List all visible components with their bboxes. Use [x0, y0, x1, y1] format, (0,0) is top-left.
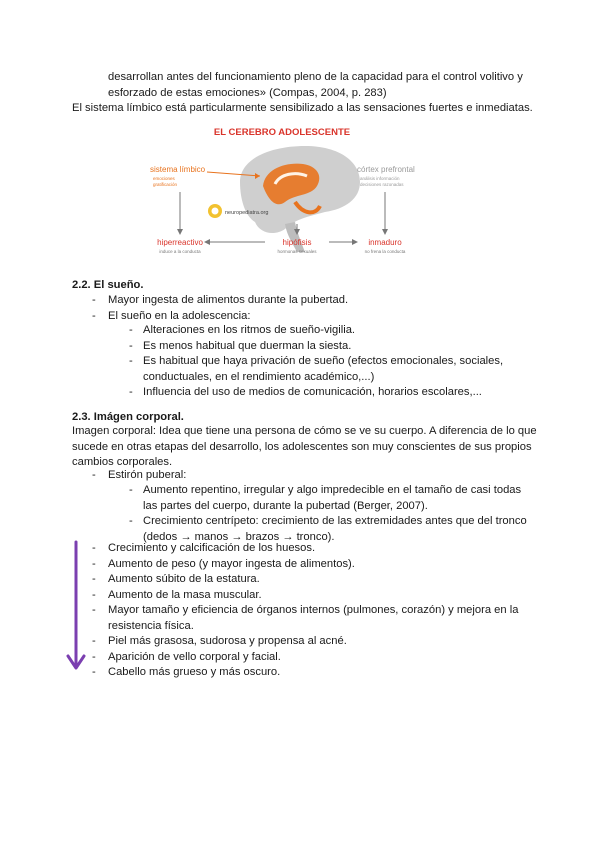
- quote-block: [108, 70, 548, 101]
- limbic-sub2: gratificación: [153, 182, 178, 187]
- list-item: [72, 588, 542, 604]
- list-dash: -: [92, 542, 96, 554]
- list-dash: -: [92, 604, 96, 616]
- list-item-text: Es habitual que haya privación de sueño (efectos emocionales, sociales, conductuales, en el rendimiento académico,...): [143, 355, 504, 383]
- list-item: [72, 468, 542, 484]
- quote-line: esforzado de estas emociones» (Compas, 2004, p. 283): [108, 86, 387, 99]
- body-image-heading: 2.3. Imágen corporal.: [72, 411, 184, 423]
- list-dash: -: [92, 650, 96, 663]
- list-item: [72, 541, 542, 557]
- list-item-text: Influencia del uso de medios de comunicación, horarios escolares,...: [143, 386, 482, 398]
- logo-text: neuropediatra.org: [225, 210, 269, 216]
- hyper-sub: induce a la conducta: [159, 249, 201, 254]
- list-item: [72, 354, 512, 385]
- list-item-text: Aumento de peso (y mayor ingesta de alimentos).: [108, 557, 355, 570]
- list-item: [72, 634, 542, 650]
- list-item-text: Crecimiento y calcificación de los huesos.: [108, 542, 316, 554]
- brain-diagram: [145, 124, 420, 264]
- list-item: [72, 650, 542, 666]
- list-dash: -: [129, 355, 133, 367]
- immature-sub: no frena la conducta: [364, 249, 406, 254]
- immature-label: inmaduro: [368, 238, 402, 247]
- list-item-text: Piel más grasosa, sudorosa y propensa al acné.: [108, 635, 347, 647]
- list-item-text: Aumento de la masa muscular.: [108, 588, 262, 601]
- list-item-text: Cabello más grueso y más oscuro.: [108, 666, 281, 678]
- list-dash: -: [129, 386, 133, 398]
- hypo-label: hipófisis: [282, 238, 312, 247]
- limbic-paragraph: El sistema límbico está particularmente sensibilizado a las sensaciones fuertes e inmediatas.: [72, 102, 533, 114]
- list-dash: -: [92, 557, 96, 570]
- sleep-sublist: [72, 323, 512, 401]
- list-item: [72, 293, 542, 309]
- brain-diagram-svg: [145, 124, 420, 264]
- list-item: [72, 385, 512, 401]
- brain-stem: [285, 222, 305, 252]
- list-item-text: Es menos habitual que duerman la siesta.: [143, 339, 352, 352]
- list-dash: -: [129, 515, 133, 527]
- limbic-sub1: emociones: [153, 176, 175, 181]
- growth-sublist: [72, 483, 527, 545]
- sleep-list: [72, 293, 542, 324]
- list-dash: -: [92, 469, 96, 481]
- list-dash: -: [92, 309, 96, 322]
- limbic-label: sistema límbico: [150, 165, 206, 174]
- purple-down-arrow-icon: [66, 540, 86, 672]
- list-dash: -: [92, 588, 96, 601]
- cortex-label: córtex prefrontal: [357, 165, 415, 174]
- list-item-text: Mayor ingesta de alimentos durante la pubertad.: [108, 294, 349, 306]
- list-dash: -: [129, 339, 133, 352]
- list-item: [72, 339, 512, 355]
- left-down-arrowhead: [177, 229, 183, 235]
- list-item: [72, 483, 527, 514]
- list-dash: -: [92, 294, 96, 306]
- list-item: [72, 572, 542, 588]
- cortex-sub1: análisis información: [360, 176, 400, 181]
- logo-icon-center: [212, 208, 219, 215]
- list-dash: -: [92, 666, 96, 678]
- list-item: [72, 603, 542, 634]
- list-item-text: Estirón puberal:: [108, 469, 187, 481]
- list-item: [72, 323, 512, 339]
- list-dash: -: [92, 635, 96, 647]
- list-item-text: Aumento repentino, irregular y algo impredecible en el tamaño de casi todas las partes del cuerpo, durante la pubertad (Berger, 2007).: [143, 484, 522, 512]
- quote-line: desarrollan antes del funcionamiento pleno de la capacidad para el control volitivo y: [108, 71, 523, 83]
- sleep-heading: 2.2. El sueño.: [72, 279, 144, 291]
- list-item-text: Aumento súbito de la estatura.: [108, 573, 260, 585]
- hypo-right-arrowhead: [352, 239, 358, 245]
- list-item-text: Mayor tamaño y eficiencia de órganos internos (pulmones, corazón) y mejora en la resistencia física.: [108, 604, 519, 632]
- body-changes-list: [72, 541, 542, 681]
- list-item-text: Alteraciones en los ritmos de sueño-vigilia.: [143, 324, 356, 336]
- list-dash: -: [129, 484, 133, 496]
- right-down-arrowhead: [382, 229, 388, 235]
- hypo-sub: hormonas sexuales: [277, 249, 317, 254]
- list-item: [72, 665, 542, 681]
- list-dash: -: [129, 324, 133, 336]
- list-item-text: Aparición de vello corporal y facial.: [108, 650, 281, 663]
- diagram-title: EL CEREBRO ADOLESCENTE: [213, 127, 351, 138]
- growth-list: [72, 468, 542, 484]
- cortex-sub2: decisiones razonadas: [360, 182, 404, 187]
- hyper-label: hiperreactivo: [157, 238, 203, 247]
- list-item-text: Crecimiento centrípeto: crecimiento de las extremidades antes que del tronco (dedos → manos → brazos → tronco).: [143, 515, 527, 543]
- hypo-left-arrowhead: [204, 239, 210, 245]
- list-item: [72, 557, 542, 573]
- list-dash: -: [92, 573, 96, 585]
- list-item-text: El sueño en la adolescencia:: [108, 309, 251, 322]
- body-image-intro: Imagen corporal: Idea que tiene una persona de cómo se ve su cuerpo. A diferencia de lo que sucede en otras etapas del desarrollo, los adolescentes son muy conscientes de sus propios cambios corporales.: [72, 425, 537, 468]
- list-item: [72, 309, 542, 325]
